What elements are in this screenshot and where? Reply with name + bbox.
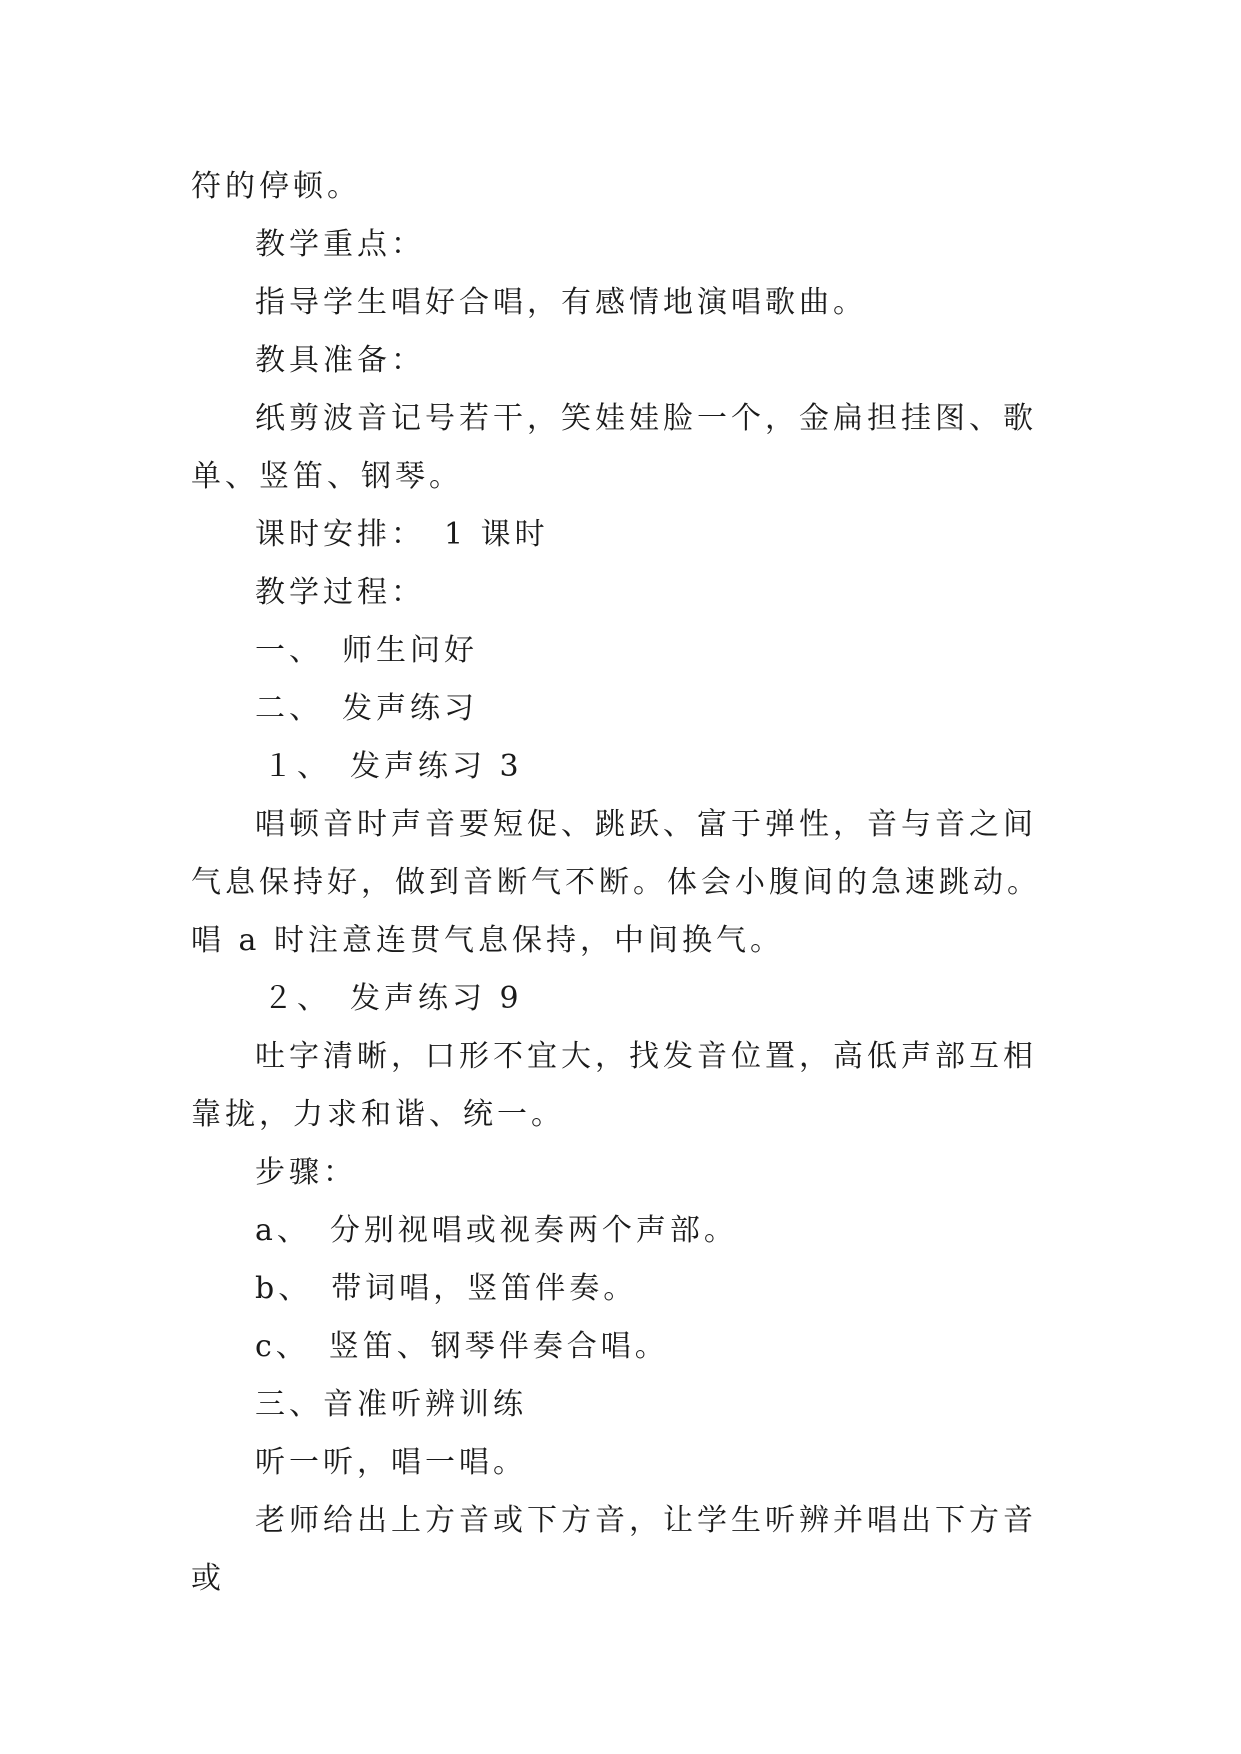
paragraph-continuation: 符的停顿。 — [191, 169, 361, 204]
heading-teaching-focus: 教学重点： — [255, 227, 425, 262]
paragraph-articulation: 吐字清晰，口形不宜大，找发音位置，高低声部互相靠拢，力求和谐、统一。 — [191, 1039, 1037, 1132]
step-c: c、 竖笛、钢琴伴奏合唱。 — [255, 1329, 669, 1364]
step-b: b、 带词唱，竖笛伴奏。 — [255, 1271, 638, 1306]
subsection-two: ２、 发声练习 9 — [263, 981, 523, 1016]
subsection-one: １、 发声练习 3 — [263, 749, 523, 784]
paragraph-class-hours: 课时安排： 1 课时 — [255, 517, 549, 552]
heading-teaching-aids: 教具准备： — [255, 343, 425, 378]
heading-teaching-process: 教学过程： — [255, 575, 425, 610]
paragraph-staccato: 唱顿音时声音要短促、跳跃、富于弹性，音与音之间气息保持好，做到音断气不断。体会小腹间的急速跳动。唱 a 时注意连贯气息保持，中间换气。 — [191, 807, 1041, 958]
section-two: 二、 发声练习 — [255, 691, 478, 726]
section-one: 一、 师生问好 — [255, 633, 478, 668]
paragraph-teaching-aids: 纸剪波音记号若干，笑娃娃脸一个，金扁担挂图、歌单、竖笛、钢琴。 — [191, 401, 1037, 494]
paragraph-teacher-tones: 老师给出上方音或下方音，让学生听辨并唱出下方音或 — [191, 1503, 1037, 1596]
section-three: 三、音准听辨训练 — [255, 1387, 527, 1422]
paragraph-listen-sing: 听一听，唱一唱。 — [255, 1445, 527, 1480]
step-a: a、 分别视唱或视奏两个声部。 — [255, 1213, 738, 1248]
document-body — [191, 158, 1051, 1608]
paragraph-teaching-focus: 指导学生唱好合唱，有感情地演唱歌曲。 — [255, 285, 867, 320]
heading-steps: 步骤： — [255, 1155, 357, 1190]
